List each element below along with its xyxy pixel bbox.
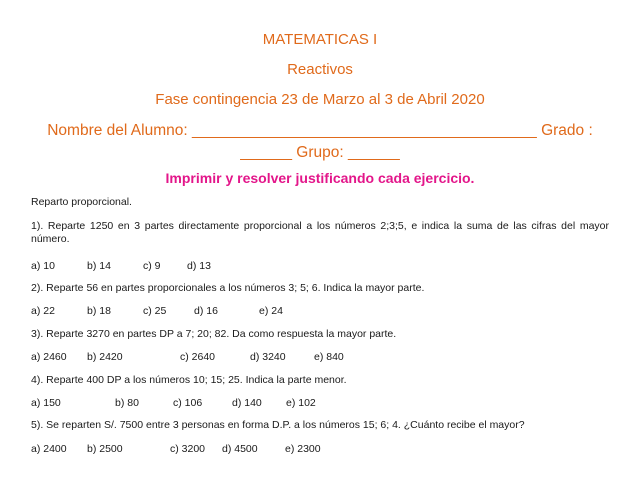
question-1: 1). Reparte 1250 en 3 partes directamente proporcional a los números 2;3;5, e indica la suma de las cifras del mayor número. <box>31 220 609 245</box>
question-3: 3). Reparte 3270 en partes DP a 7; 20; 82. Da como respuesta la mayor parte. <box>31 328 397 340</box>
group-line: ______ Grupo: ______ <box>240 144 400 161</box>
option: a) 22 <box>31 305 55 317</box>
option: d) 140 <box>232 397 262 409</box>
option: b) 14 <box>87 260 111 272</box>
question-5: 5). Se reparten S/. 7500 entre 3 personas en forma D.P. a los números 15; 6; 4. ¿Cuánto recibe el mayor? <box>31 419 525 431</box>
option: d) 3240 <box>250 351 286 363</box>
option: b) 18 <box>87 305 111 317</box>
course-title: MATEMATICAS I <box>262 31 378 48</box>
student-name-line: Nombre del Alumno: ________________________________________ Grado : <box>47 122 593 139</box>
option: c) 2640 <box>180 351 216 363</box>
option: d) 16 <box>194 305 218 317</box>
question-2: 2). Reparte 56 en partes proporcionales a los números 3; 5; 6. Indica la mayor parte. <box>31 282 425 294</box>
option: c) 25 <box>143 305 167 317</box>
option: d) 4500 <box>222 443 258 455</box>
option: b) 2500 <box>87 443 123 455</box>
option: a) 10 <box>31 260 55 272</box>
instruction: Imprimir y resolver justificando cada ejercicio. <box>165 170 475 186</box>
question-4: 4). Reparte 400 DP a los números 10; 15; 25. Indica la parte menor. <box>31 374 347 386</box>
option: a) 2460 <box>31 351 67 363</box>
option: e) 840 <box>314 351 344 363</box>
option: c) 106 <box>173 397 203 409</box>
option: b) 2420 <box>87 351 123 363</box>
option: b) 80 <box>115 397 139 409</box>
option: d) 13 <box>187 260 211 272</box>
option: e) 102 <box>286 397 316 409</box>
topic-heading: Reparto proporcional. <box>31 196 132 208</box>
option: a) 150 <box>31 397 61 409</box>
subtitle: Reactivos <box>287 61 353 78</box>
option: e) 24 <box>259 305 283 317</box>
phase-line: Fase contingencia 23 de Marzo al 3 de Abril 2020 <box>155 91 485 108</box>
option: a) 2400 <box>31 443 67 455</box>
option: e) 2300 <box>285 443 321 455</box>
option: c) 3200 <box>170 443 206 455</box>
option: c) 9 <box>143 260 161 272</box>
